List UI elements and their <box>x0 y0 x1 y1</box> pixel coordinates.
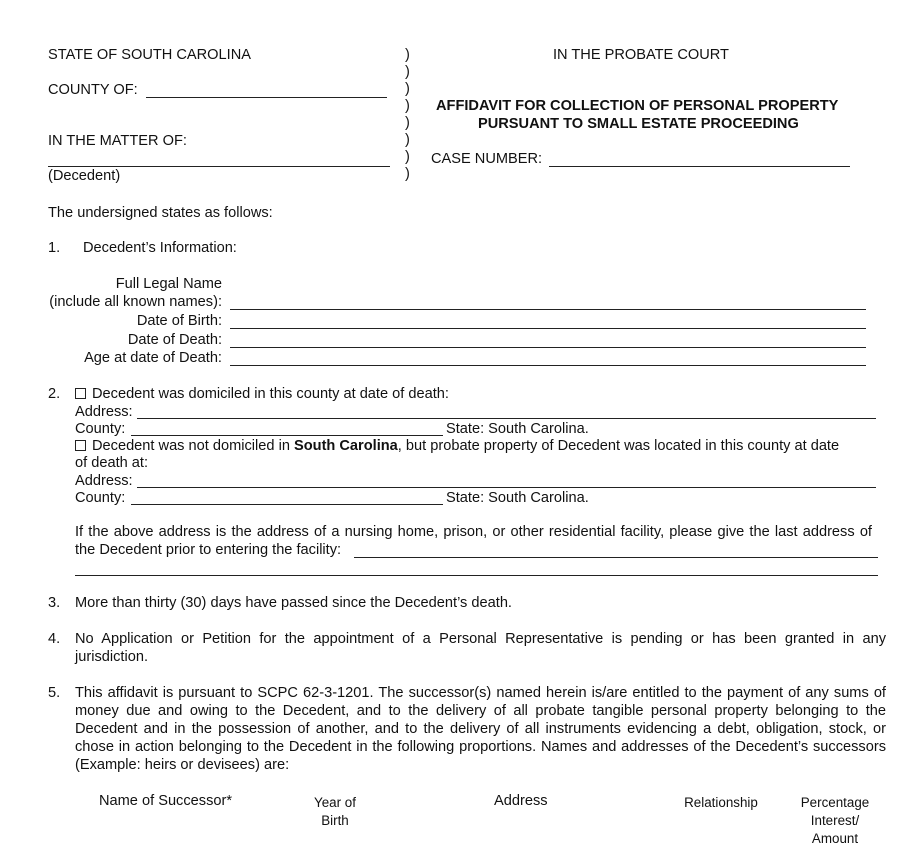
facility-text-1: If the above address is the address of a nursing home, prison, or other residential facility, please give the last address of <box>75 524 872 540</box>
county-label: COUNTY OF: <box>48 82 138 98</box>
section-5-line-2: money due and owing to the Decedent, and to the delivery of all probate tangible personal property belonging to the <box>75 703 886 719</box>
section-5-line-4: chose in action belonging to the Decedent in the following proportions. Names and addresses of the Decedent’s successors <box>75 739 886 755</box>
age-at-death-field[interactable] <box>230 365 866 366</box>
section-5-number: 5. <box>48 685 61 701</box>
section-5-line-5: (Example: heirs or devisees) are: <box>75 757 290 773</box>
matter-label: IN THE MATTER OF: <box>48 133 187 149</box>
col-header-relationship: Relationship <box>684 795 758 810</box>
section-4-line-2: jurisdiction. <box>75 649 148 665</box>
domiciled-checkbox[interactable] <box>75 388 86 399</box>
col-header-name: Name of Successor* <box>99 793 233 809</box>
court-heading: IN THE PROBATE COURT <box>553 47 729 63</box>
facility-field-1[interactable] <box>354 557 878 558</box>
section-2-number: 2. <box>48 386 61 402</box>
date-of-death-label: Date of Death: <box>127 332 222 348</box>
address-label-2: Address: <box>75 473 133 489</box>
col-header-address: Address <box>494 793 548 809</box>
section-1-title: Decedent’s Information: <box>83 240 237 256</box>
intro-text: The undersigned states as follows: <box>48 205 273 221</box>
col-header-pct-line-1: Percentage <box>800 795 870 810</box>
col-header-percentage <box>790 794 880 848</box>
age-at-death-label: Age at date of Death: <box>84 350 222 366</box>
title-line-2: PURSUANT TO SMALL ESTATE PROCEEDING <box>478 116 799 132</box>
date-of-death-field[interactable] <box>230 347 866 348</box>
paren-1: ) <box>405 47 410 63</box>
full-legal-name-label: Full Legal Name <box>115 276 222 292</box>
state-heading: STATE OF SOUTH CAROLINA <box>48 47 251 63</box>
section-3-text: More than thirty (30) days have passed since the Decedent’s death. <box>75 595 512 611</box>
case-number-field[interactable] <box>549 166 850 167</box>
paren-8: ) <box>405 166 410 182</box>
section-4-number: 4. <box>48 631 61 647</box>
state-text-1: State: South Carolina. <box>446 421 589 437</box>
domiciled-option[interactable] <box>75 385 449 403</box>
paren-6: ) <box>405 132 410 148</box>
not-domiciled-checkbox[interactable] <box>75 440 86 451</box>
title-line-1: AFFIDAVIT FOR COLLECTION OF PERSONAL PROPERTY <box>436 98 839 114</box>
section-1-number: 1. <box>48 240 61 256</box>
paren-2: ) <box>405 64 410 80</box>
county-label-2: County: <box>75 490 126 506</box>
address-label-1: Address: <box>75 404 133 420</box>
domiciled-text: Decedent was domiciled in this county at date of death: <box>92 386 449 402</box>
county-label-1: County: <box>75 421 126 437</box>
not-domiciled-text-pre: Decedent was not domiciled in <box>92 438 294 454</box>
col-header-year <box>295 794 375 830</box>
date-of-birth-field[interactable] <box>230 328 866 329</box>
known-names-label: (include all known names): <box>49 294 222 310</box>
county-field-1[interactable] <box>131 435 443 436</box>
col-header-year-line-1: Year of <box>314 795 356 810</box>
paren-7: ) <box>405 149 410 165</box>
paren-3: ) <box>405 81 410 97</box>
section-5-line-3: Decedent and in the possession of another, and to the delivery of all instruments evidencing a debt, obligation, stock, or <box>75 721 886 737</box>
col-header-year-line-2: Birth <box>321 813 349 828</box>
section-5-line-1: This affidavit is pursuant to SCPC 62-3-1201. The successor(s) named herein is/are entitled to the payment of any sums of <box>75 685 886 701</box>
of-death-at-text: of death at: <box>75 455 149 471</box>
section-3-number: 3. <box>48 595 61 611</box>
full-legal-name-field[interactable] <box>230 309 866 310</box>
section-4-line-1: No Application or Petition for the appointment of a Personal Representative is pending or has been granted in any <box>75 631 886 647</box>
facility-text-2: the Decedent prior to entering the facility: <box>75 542 342 558</box>
address-field-1[interactable] <box>137 418 876 419</box>
not-domiciled-text-post: , but probate property of Decedent was located in this county at date <box>397 438 840 454</box>
not-domiciled-option[interactable] <box>75 437 839 455</box>
facility-field-2[interactable] <box>75 575 878 576</box>
col-header-pct-line-3: Amount <box>811 831 859 846</box>
decedent-label: (Decedent) <box>48 168 121 184</box>
paren-5: ) <box>405 115 410 131</box>
col-header-pct-line-2: Interest/ <box>810 813 860 828</box>
date-of-birth-label: Date of Birth: <box>136 313 222 329</box>
state-text-2: State: South Carolina. <box>446 490 589 506</box>
address-field-2[interactable] <box>137 487 876 488</box>
paren-4: ) <box>405 98 410 114</box>
not-domiciled-state: South Carolina <box>294 438 398 454</box>
case-number-label: CASE NUMBER: <box>431 151 543 167</box>
county-field[interactable] <box>146 97 387 98</box>
county-field-2[interactable] <box>131 504 443 505</box>
